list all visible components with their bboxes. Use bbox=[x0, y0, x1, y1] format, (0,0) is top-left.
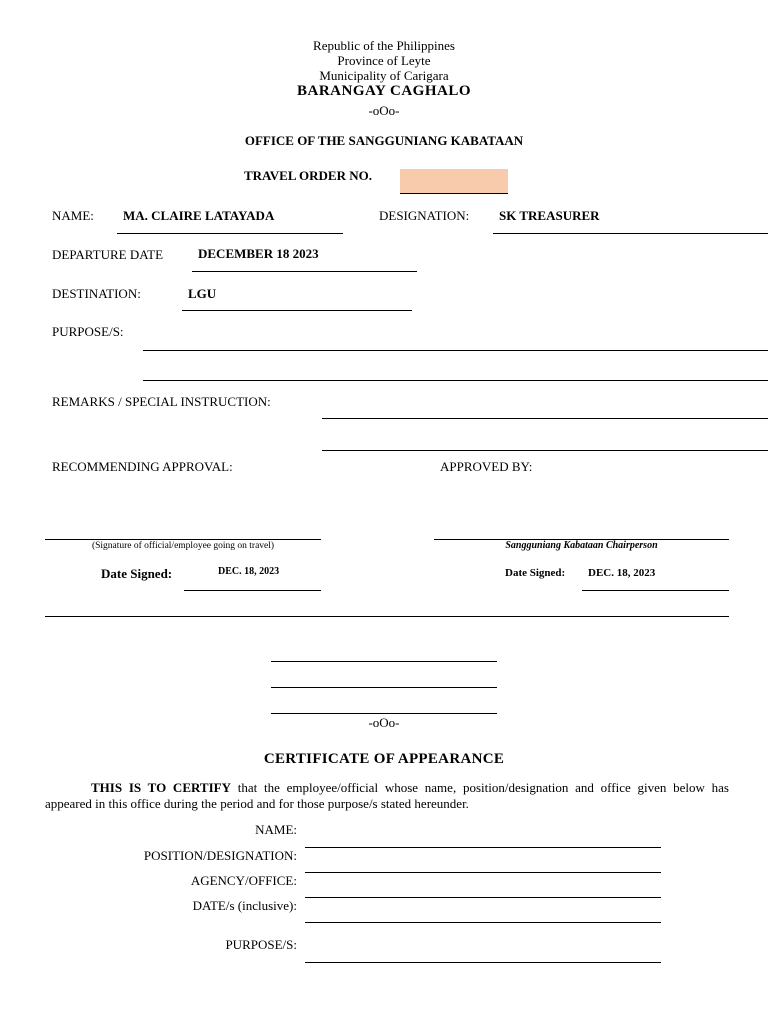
left-date-underline bbox=[184, 590, 321, 591]
cert-date-line bbox=[305, 922, 661, 923]
certificate-title: CERTIFICATE OF APPEARANCE bbox=[263, 751, 505, 767]
departure-label: DEPARTURE DATE bbox=[52, 247, 164, 262]
name-underline bbox=[117, 233, 343, 234]
cert-position-label: POSITION/DESIGNATION: bbox=[143, 848, 297, 863]
cert-agency-line bbox=[305, 897, 661, 898]
certificate-lead: THIS IS TO CERTIFY bbox=[91, 780, 231, 795]
cert-name-label: NAME: bbox=[255, 822, 297, 837]
blank-line-2 bbox=[271, 687, 497, 688]
travel-order-number-field[interactable] bbox=[400, 169, 508, 194]
cert-purpose-label: PURPOSE/S: bbox=[225, 937, 297, 952]
purpose-line-2 bbox=[143, 380, 768, 381]
right-date-signed-value: DEC. 18, 2023 bbox=[588, 567, 656, 579]
left-date-signed-label: Date Signed: bbox=[101, 566, 173, 581]
header-municipality: Municipality of Carigara bbox=[319, 68, 449, 83]
left-signature-caption: (Signature of official/employee going on travel) bbox=[91, 541, 275, 551]
cert-position-line bbox=[305, 872, 661, 873]
header-barangay: BARANGAY CAGHALO bbox=[297, 83, 471, 99]
destination-underline bbox=[182, 310, 412, 311]
section-divider-text: -oOo- bbox=[368, 715, 400, 730]
designation-underline bbox=[493, 233, 768, 234]
destination-value: LGU bbox=[188, 286, 217, 301]
remarks-line-1 bbox=[322, 418, 768, 419]
right-date-signed-label: Date Signed: bbox=[505, 567, 566, 579]
header-divider: -oOo- bbox=[368, 103, 400, 118]
blank-line-3 bbox=[271, 713, 497, 714]
cert-name-line bbox=[305, 847, 661, 848]
office-title: OFFICE OF THE SANGGUNIANG KABATAAN bbox=[244, 133, 524, 148]
designation-label: DESIGNATION: bbox=[379, 208, 470, 223]
header-province: Province of Leyte bbox=[337, 53, 431, 68]
certificate-paragraph bbox=[45, 780, 729, 812]
cert-date-label: DATE/s (inclusive): bbox=[192, 898, 297, 913]
travel-order-label: TRAVEL ORDER NO. bbox=[244, 168, 372, 183]
left-date-signed-value: DEC. 18, 2023 bbox=[218, 566, 280, 577]
purpose-line-1 bbox=[143, 350, 768, 351]
remarks-label: REMARKS / SPECIAL INSTRUCTION: bbox=[52, 394, 271, 409]
destination-label: DESTINATION: bbox=[52, 286, 141, 301]
departure-value: DECEMBER 18 2023 bbox=[198, 246, 319, 261]
name-label: NAME: bbox=[52, 208, 94, 223]
blank-line-1 bbox=[271, 661, 497, 662]
approved-by-label: APPROVED BY: bbox=[440, 459, 533, 474]
cert-purpose-line bbox=[305, 962, 661, 963]
remarks-line-2 bbox=[322, 450, 768, 451]
right-signature-caption: Sangguniang Kabataan Chairperson bbox=[505, 540, 658, 551]
left-signature-line bbox=[45, 539, 321, 540]
name-value: MA. CLAIRE LATAYADA bbox=[123, 208, 275, 223]
header-republic: Republic of the Philippines bbox=[313, 38, 455, 53]
cert-agency-label: AGENCY/OFFICE: bbox=[190, 873, 297, 888]
designation-value: SK TREASURER bbox=[499, 208, 600, 223]
section-divider-line bbox=[45, 616, 729, 617]
certificate-text: that the employee/official whose name, position/designation and office given below has appeared in this office during the period and for those purpose/s stated hereunder. bbox=[45, 780, 729, 811]
right-date-underline bbox=[582, 590, 729, 591]
recommending-approval-label: RECOMMENDING APPROVAL: bbox=[52, 459, 233, 474]
purpose-label: PURPOSE/S: bbox=[52, 324, 124, 339]
departure-underline bbox=[192, 271, 417, 272]
